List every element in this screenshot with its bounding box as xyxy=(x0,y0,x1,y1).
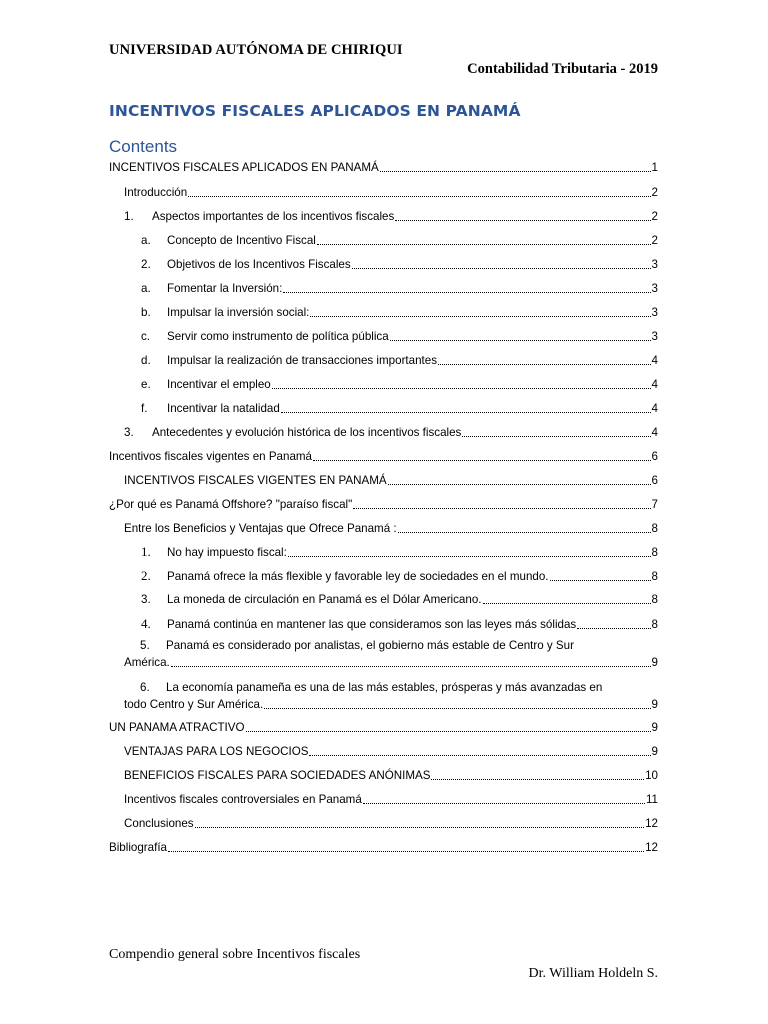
toc-entry-page: 11 xyxy=(645,793,658,806)
toc-entry-text: Fomentar la Inversión: xyxy=(167,282,283,295)
toc-leader xyxy=(398,531,651,533)
toc-entry[interactable] xyxy=(141,377,658,393)
toc-entry[interactable] xyxy=(124,209,658,225)
footer-right: Dr. William Holdeln S. xyxy=(528,966,658,981)
toc-heading: Contents xyxy=(109,137,178,156)
toc-entry[interactable] xyxy=(109,497,658,513)
toc-entry[interactable] xyxy=(109,160,658,176)
toc-entry[interactable] xyxy=(141,257,658,273)
footer-left: Compendio general sobre Incentivos fiscales xyxy=(109,947,361,962)
header-university: UNIVERSIDAD AUTÓNOMA DE CHIRIQUI xyxy=(109,42,403,58)
toc-leader xyxy=(483,602,651,604)
toc-entry-text: UN PANAMA ATRACTIVO xyxy=(109,721,245,734)
toc-entry-text: ¿Por qué es Panamá Offshore? "paraíso fiscal" xyxy=(109,498,353,511)
toc-entry[interactable] xyxy=(141,616,658,633)
toc-entry[interactable] xyxy=(141,544,658,561)
toc-entry-text: Servir como instrumento de política pública xyxy=(167,330,389,343)
toc-entry[interactable] xyxy=(141,233,658,249)
toc-entry-text: BENEFICIOS FISCALES PARA SOCIEDADES ANÓNIMAS xyxy=(124,769,431,782)
toc-entry-page: 9 xyxy=(651,721,658,734)
toc-entry-text: INCENTIVOS FISCALES VIGENTES EN PANAMÁ xyxy=(124,474,387,487)
toc-entry[interactable] xyxy=(109,449,658,465)
toc-entry-number: 4. xyxy=(141,616,151,631)
toc-entry-number: b. xyxy=(141,306,151,319)
toc-entry-page: 8 xyxy=(651,593,658,606)
toc-entry-number: 6. xyxy=(140,681,150,694)
toc-entry[interactable] xyxy=(124,744,658,760)
toc-entry-page: 3 xyxy=(651,330,658,343)
toc-entry-number: 2. xyxy=(141,568,151,583)
toc-entry-page: 1 xyxy=(651,161,658,174)
toc-entry-number: e. xyxy=(141,378,151,391)
toc-entry-text: La economía panameña es una de las más estables, prósperas y más avanzadas en xyxy=(166,681,603,694)
toc-entry-page: 12 xyxy=(645,817,658,830)
toc-leader xyxy=(388,483,651,485)
toc-entry[interactable] xyxy=(124,816,658,832)
toc-entry[interactable] xyxy=(141,568,658,585)
toc-leader xyxy=(395,219,650,221)
toc-entry[interactable] xyxy=(141,353,658,369)
toc-entry-text: Panamá ofrece la más flexible y favorable ley de sociedades en el mundo. xyxy=(167,570,549,583)
toc-entry-number: 3. xyxy=(141,593,151,606)
toc-leader xyxy=(171,665,651,667)
toc-leader xyxy=(390,339,651,341)
toc-entry-page: 6 xyxy=(651,450,658,463)
toc-entry-text: Incentivar el empleo xyxy=(167,378,271,391)
toc-leader xyxy=(431,778,644,780)
toc-entry-text-continued: América. xyxy=(124,656,170,669)
toc-entry-number: a. xyxy=(141,234,151,247)
header-course: Contabilidad Tributaria - 2019 xyxy=(467,61,658,77)
toc-leader xyxy=(363,802,645,804)
toc-leader xyxy=(353,507,650,509)
toc-leader xyxy=(188,195,650,197)
toc-leader xyxy=(283,291,650,293)
toc-leader xyxy=(550,579,651,581)
toc-entry-text: Entre los Beneficios y Ventajas que Ofrece Panamá : xyxy=(124,522,397,535)
toc-entry-number: a. xyxy=(141,282,151,295)
toc-entry-text: Panamá continúa en mantener las que consideramos son las leyes más sólidas xyxy=(167,618,577,631)
toc-entry-page: 2 xyxy=(651,234,658,247)
toc-entry[interactable] xyxy=(109,720,658,736)
toc-entry-text: Incentivos fiscales vigentes en Panamá xyxy=(109,450,313,463)
toc-leader xyxy=(380,170,651,172)
toc-entry-text: No hay impuesto fiscal: xyxy=(167,546,287,559)
toc-entry-page: 3 xyxy=(651,282,658,295)
toc-entry-page: 9 xyxy=(651,656,658,669)
toc-entry[interactable] xyxy=(124,521,658,537)
toc-entry-text: Panamá es considerado por analistas, el gobierno más estable de Centro y Sur xyxy=(166,639,574,652)
toc-entry[interactable] xyxy=(124,768,658,784)
toc-entry-text: La moneda de circulación en Panamá es el Dólar Americano. xyxy=(167,593,482,606)
toc-entry-page: 4 xyxy=(651,402,658,415)
toc-entry-text-continued: todo Centro y Sur América. xyxy=(124,698,264,711)
toc-entry-page: 8 xyxy=(651,522,658,535)
toc-entry[interactable] xyxy=(124,425,658,441)
toc-entry-number: 3. xyxy=(124,426,134,439)
toc-entry-page: 8 xyxy=(651,570,658,583)
toc-entry-page: 6 xyxy=(651,474,658,487)
toc-entry-page: 12 xyxy=(645,841,658,854)
toc-entry-text: Aspectos importantes de los incentivos fiscales xyxy=(152,210,395,223)
toc-entry[interactable] xyxy=(141,281,658,297)
toc-entry-page: 7 xyxy=(651,498,658,511)
toc-entry-number: 5. xyxy=(140,639,150,652)
toc-entry-number: 1. xyxy=(124,210,134,223)
toc-entry-text: Incentivos fiscales controversiales en Panamá xyxy=(124,793,362,806)
toc-entry-page: 3 xyxy=(651,306,658,319)
toc-leader xyxy=(309,754,650,756)
toc-leader xyxy=(462,435,650,437)
toc-leader xyxy=(352,267,651,269)
toc-entry-text: INCENTIVOS FISCALES APLICADOS EN PANAMÁ xyxy=(109,161,379,174)
toc-entry-page: 4 xyxy=(651,378,658,391)
toc-entry[interactable] xyxy=(141,305,658,321)
toc-leader xyxy=(317,243,651,245)
toc-entry[interactable] xyxy=(124,473,658,489)
toc-leader xyxy=(310,315,650,317)
toc-leader xyxy=(288,555,651,557)
toc-entry[interactable] xyxy=(124,185,658,201)
toc-entry-page: 10 xyxy=(645,769,658,782)
toc-entry-page: 9 xyxy=(651,745,658,758)
toc-entry[interactable] xyxy=(124,792,658,808)
toc-entry-page: 2 xyxy=(651,210,658,223)
toc-leader xyxy=(281,411,651,413)
toc-entry-text: VENTAJAS PARA LOS NEGOCIOS xyxy=(124,745,309,758)
toc-entry-page: 3 xyxy=(651,258,658,271)
toc-entry[interactable] xyxy=(109,840,658,856)
toc-entry-number: f. xyxy=(141,402,148,415)
toc-entry-text: Impulsar la inversión social: xyxy=(167,306,310,319)
toc-leader xyxy=(272,387,651,389)
toc-entry-text: Concepto de Incentivo Fiscal xyxy=(167,234,316,247)
toc-entry-text: Impulsar la realización de transacciones importantes xyxy=(167,354,438,367)
toc-entry[interactable] xyxy=(141,592,658,608)
toc-entry-number: c. xyxy=(141,330,151,343)
toc-entry-text: Antecedentes y evolución histórica de los incentivos fiscales xyxy=(152,426,462,439)
toc-entry-number: 1. xyxy=(141,544,151,559)
toc-leader xyxy=(246,730,651,732)
toc-entry-text: Bibliografía xyxy=(109,841,168,854)
toc-entry[interactable] xyxy=(141,329,658,345)
document-title: INCENTIVOS FISCALES APLICADOS EN PANAMÁ xyxy=(109,102,521,120)
toc-entry[interactable] xyxy=(124,637,658,671)
toc-leader xyxy=(313,459,651,461)
toc-entry-page: 8 xyxy=(651,546,658,559)
toc-entry-page: 4 xyxy=(651,354,658,367)
toc-entry-page: 4 xyxy=(651,426,658,439)
toc-leader xyxy=(195,826,644,828)
toc-entry-page: 2 xyxy=(651,186,658,199)
toc-leader xyxy=(577,627,650,629)
toc-entry-text: Conclusiones xyxy=(124,817,194,830)
toc-entry-text: Objetivos de los Incentivos Fiscales xyxy=(167,258,351,271)
toc-leader xyxy=(264,707,650,709)
toc-entry-text: Incentivar la natalidad xyxy=(167,402,280,415)
toc-entry[interactable] xyxy=(141,401,658,417)
toc-entry-number: 2. xyxy=(141,258,151,271)
toc-entry-page: 8 xyxy=(651,618,658,631)
toc-entry-number: d. xyxy=(141,354,151,367)
toc-entry-text: Introducción xyxy=(124,186,188,199)
toc-leader xyxy=(438,363,651,365)
toc-entry[interactable] xyxy=(124,679,658,713)
toc-entry-page: 9 xyxy=(651,698,658,711)
toc-leader xyxy=(168,850,644,852)
